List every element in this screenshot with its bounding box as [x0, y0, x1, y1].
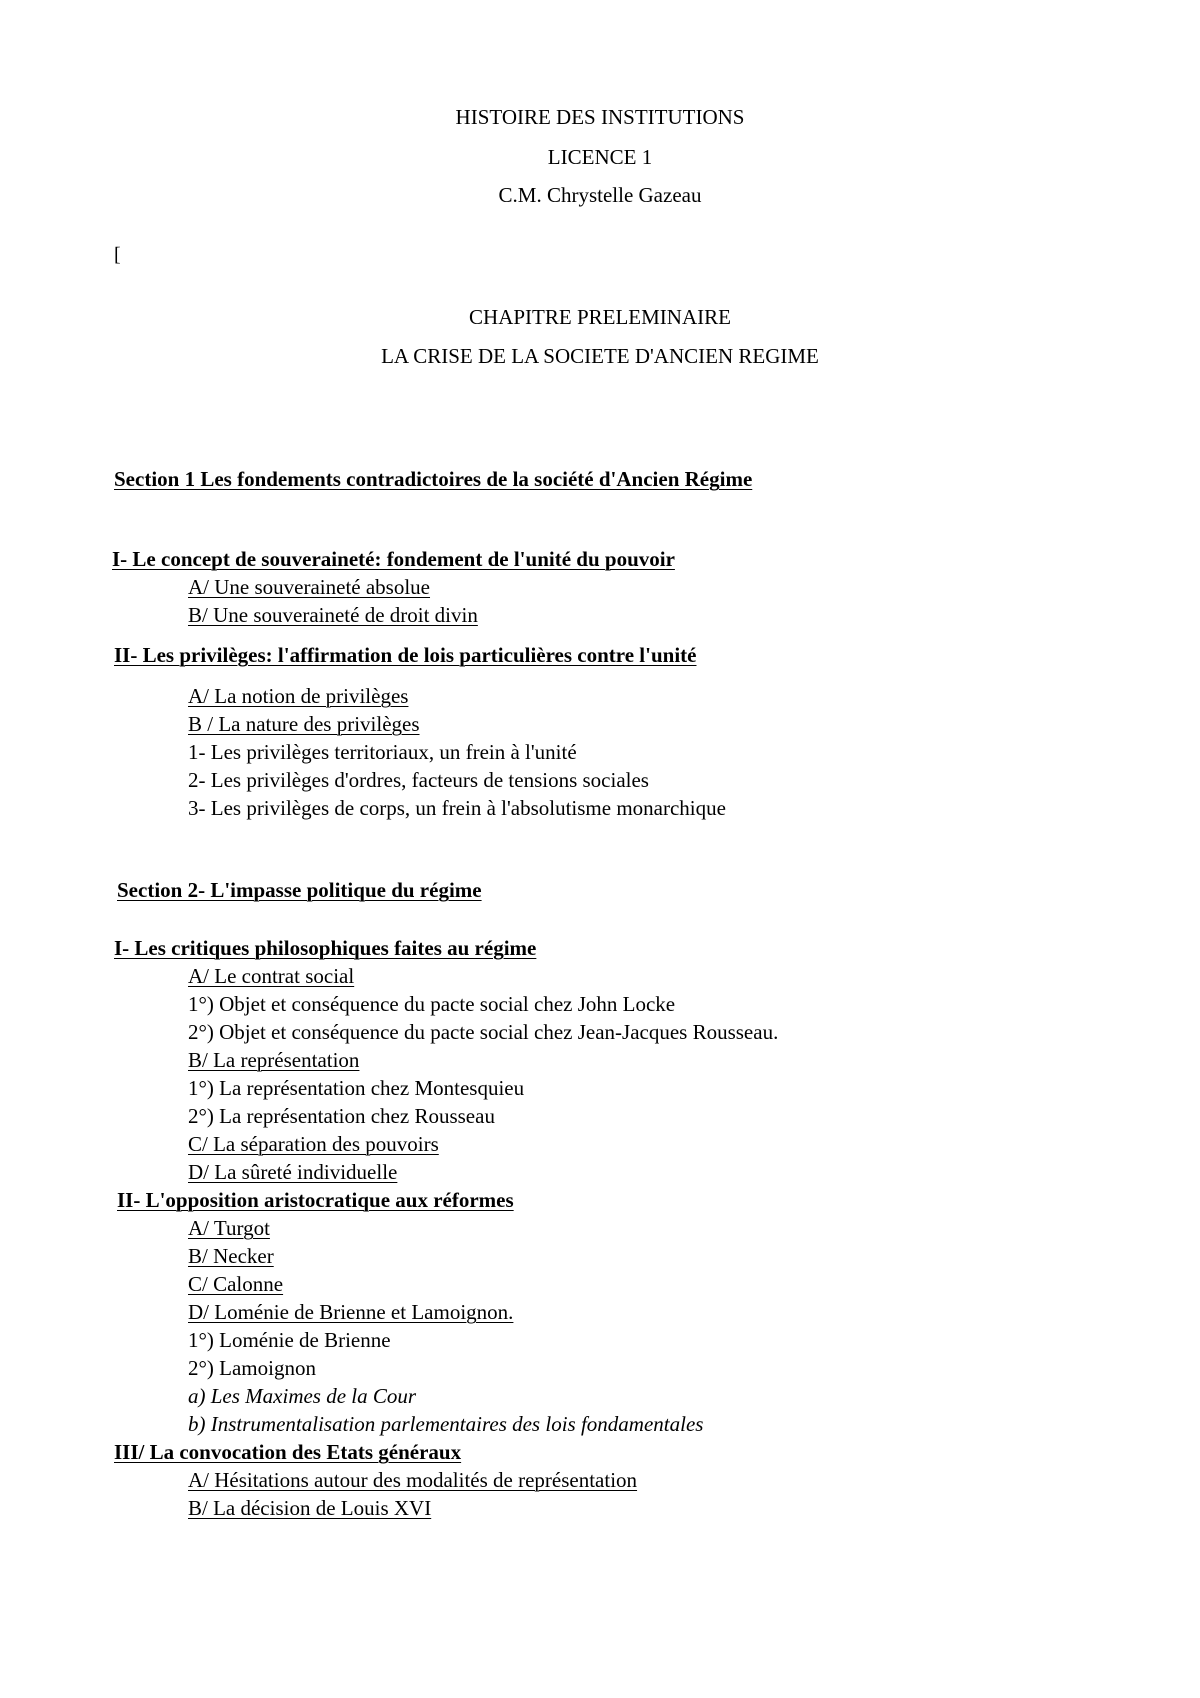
lecturer-name: C.M. Chrystelle Gazeau [498, 183, 702, 207]
outline-item: C/ Calonne [188, 1272, 284, 1296]
section-2-part-3-title: III/ La convocation des Etats généraux [114, 1440, 462, 1464]
stray-mark: [ [114, 244, 121, 266]
chapter-subtitle: LA CRISE DE LA SOCIETE D'ANCIEN REGIME [381, 344, 819, 368]
outline-subitem: 1- Les privilèges territoriaux, un frein à l'unité [188, 740, 577, 764]
course-title: HISTOIRE DES INSTITUTIONS [455, 105, 745, 129]
outline-item: B/ La décision de Louis XVI [188, 1496, 432, 1520]
outline-subitem-italic: b) Instrumentalisation parlementaires des lois fondamentales [188, 1412, 704, 1436]
outline-subitem: 3- Les privilèges de corps, un frein à l'absolutisme monarchique [188, 796, 726, 820]
outline-item: D/ La sûreté individuelle [188, 1160, 398, 1184]
section-1-part-2-title: II- Les privilèges: l'affirmation de lois particulières contre l'unité [114, 643, 697, 667]
outline-subitem: 2°) Objet et conséquence du pacte social chez Jean-Jacques Rousseau. [188, 1020, 779, 1044]
section-1-part-1-title: I- Le concept de souveraineté: fondement de l'unité du pouvoir [112, 547, 675, 571]
outline-subitem: 1°) Objet et conséquence du pacte social chez John Locke [188, 992, 676, 1016]
outline-subitem: 2°) La représentation chez Rousseau [188, 1104, 495, 1128]
outline-subitem: 1°) Loménie de Brienne [188, 1328, 391, 1352]
outline-item: C/ La séparation des pouvoirs [188, 1132, 439, 1156]
outline-subitem-italic: a) Les Maximes de la Cour [188, 1384, 417, 1408]
section-1-title: Section 1 Les fondements contradictoires de la société d'Ancien Régime [114, 467, 753, 491]
chapter-title: CHAPITRE PRELEMINAIRE [469, 305, 731, 329]
outline-subitem: 1°) La représentation chez Montesquieu [188, 1076, 525, 1100]
outline-item: A/ Le contrat social [188, 964, 355, 988]
outline-item: A/ Turgot [188, 1216, 270, 1240]
outline-item: B/ La représentation [188, 1048, 360, 1072]
outline-item: D/ Loménie de Brienne et Lamoignon. [188, 1300, 514, 1324]
outline-item: B / La nature des privilèges [188, 712, 420, 736]
outline-item: A/ Hésitations autour des modalités de représentation [188, 1468, 638, 1492]
section-2-part-2-title: II- L'opposition aristocratique aux réformes [117, 1188, 514, 1212]
outline-item: B/ Une souveraineté de droit divin [188, 603, 478, 627]
section-2-title: Section 2- L'impasse politique du régime [117, 878, 482, 902]
outline-item: A/ Une souveraineté absolue [188, 575, 431, 599]
course-level: LICENCE 1 [547, 145, 653, 169]
outline-subitem: 2°) Lamoignon [188, 1356, 316, 1380]
section-2-part-1-title: I- Les critiques philosophiques faites au régime [114, 936, 537, 960]
outline-subitem: 2- Les privilèges d'ordres, facteurs de tensions sociales [188, 768, 649, 792]
outline-item: B/ Necker [188, 1244, 274, 1268]
outline-item: A/ La notion de privilèges [188, 684, 409, 708]
